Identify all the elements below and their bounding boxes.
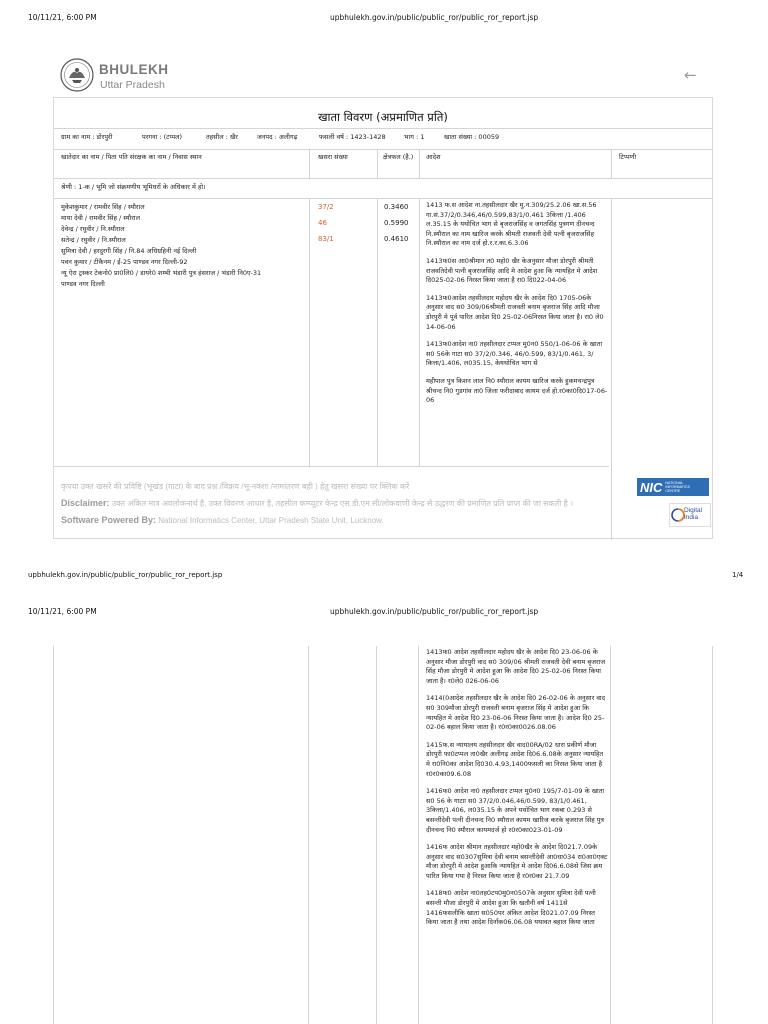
col-owner-header: खातेदार का नाम / पिता पति संरक्षक का नाम / निवास स्थान <box>61 153 202 161</box>
owner-row: सुमित्रा देवी / हरदुरगी सिंह / नि.84 अधिग्रहिनी नई दिल्ली <box>61 247 197 255</box>
brand-subtitle: Uttar Pradesh <box>100 79 165 91</box>
nic-logo-text: NIC <box>640 479 663 495</box>
meta-fasli-year: फसली वर्ष : 1423-1428 <box>319 133 386 141</box>
report-continuation <box>53 646 713 1024</box>
col-order-header: आदेश <box>426 153 441 161</box>
brand-title: BHULEKH <box>99 62 169 77</box>
software-label: Software Powered By: <box>61 515 157 525</box>
owner-row: पाण्डव नगर दिल्ली <box>61 280 105 288</box>
print-datetime-page2: 10/11/21, 6:00 PM <box>28 607 97 616</box>
software-credit <box>61 515 384 525</box>
order-entry: 1416फ0 आदेश ना0 तहसीलदार टप्पल मु0न0 195/7-01-09 के खाता स0 56 के गाटाा स0 37/2/0.046,46/0.599, 83/1/0.461, 3कित्ता/1.406, ल035.15 के अपने यथोचित भाग रकबा 0.293 से बसन्तीदेवी पत्नी दीनचन्द नि0 स्यौराल कायम खारिज करके बृजराज सिंह पुत्र दीनचन्द नि0 स्यौराल कायमदर्ज हो र0र0का023-01-09 <box>426 787 605 834</box>
owner-row: पवन कुमार / टीकैनम / ई-25 पाण्डव नगर दिल्ली-92 <box>61 258 188 266</box>
col-remark-header: टिप्पणी <box>619 153 637 161</box>
orders-list-continued <box>426 648 608 936</box>
order-entry: 1418फ0 आदेश ना0तह0टप0मु0न0507के अनुसार सुमित्रा देवी पत्नी बसन्ती मौजा डोरपुरी मे आदेश हुआ कि खतौनी वर्ष 1411से 1416फसलीकि खाता स050पर अंकित आदेश दि021.07.09 निरस्त किया जाता है तथा आदेश दिनाँक06.06.08 यथावत बहाल किया जाता <box>426 889 596 927</box>
digital-india-line2: India <box>684 514 699 521</box>
back-arrow-icon[interactable]: ← <box>684 66 697 84</box>
meta-tehsil: तहसील : खैर <box>206 133 238 141</box>
order-entry: 1414(0आदेश तहसीलदार खैर के आदेश दि0 26-02-06 के अनुसार वाद स0 309मौजा डोरपुरी राजवती बनाम बृजराज सिंह मे आदेश हुआ कि न्यायहित मे आदेश दि0 23-06-06 निरस्त किया जाता है। आदेश दि0 25-02-06 बहाल किया जाता है। र0र0का0026.08.06 <box>426 694 606 732</box>
order-entry: महीपाल पुत्र किशन लाल नि0 स्यौराल कायम खारिज करके हुकमचन्द्रपुत्र श्रीचन्द नि0 गुडगांव ता0 जिला फरीदाबाद कायम दर्ज हो.र0का0दि017-06-06 <box>426 376 608 405</box>
bhulekh-logo[interactable] <box>60 58 260 98</box>
software-text: National Informatics Center, Uttar Pradesh State Unit, Lucknow. <box>158 516 384 525</box>
disclaimer-label: Disclaimer: <box>61 498 110 508</box>
digital-india-logo <box>669 503 711 527</box>
meta-pargana: परगना : (टप्पल) <box>142 133 183 141</box>
meta-district: जनपद : अलीगढ़ <box>257 133 298 141</box>
nic-logo <box>637 478 709 496</box>
area-value: 0.4610 <box>384 235 409 243</box>
category-text: श्रेणी : 1-क / भूमि जो संक्रमणीय भूमिधरों के अधिकार में हो। <box>61 183 206 191</box>
meta-bhag: भाग : 1 <box>404 133 425 141</box>
order-entry: 1413फ0 आदेश तहसीलदार महोदय खैर के आदेश दि0 23-06-06 के अनुसार मौजा डोरपुरी वाद स0 309/06 श्रीमती राजवती देवी बनाम बृजराज सिंह मौजा डोरपुरी मे आदेश हुआ कि आदेश दि0 25-02-06 निरस्त किया जाता है। र0ले0 026-06-06 <box>426 648 606 685</box>
order-entry: 1413फ0स आ0श्रीमान त0 महो0 खैर केअनुसार मौजा डोरपुरी श्रीमती राजवतिदेवी पत्नी बृजराजसिंह आदि मे आदेश हुआ कि न्यायहित मे आदेश दि025-02-06 निरस्त किया जाता है रा0 दि022-04-06 <box>426 256 598 285</box>
col-khasra-header: खसरा संख्या <box>318 153 348 161</box>
col-area-header: क्षेत्रफल (है.) <box>383 153 414 161</box>
up-emblem-icon <box>60 58 94 92</box>
khasra-link[interactable]: 37/2 <box>318 203 334 211</box>
digital-india-icon <box>671 505 685 525</box>
print-url: upbhulekh.gov.in/public/public_ror/public_ror_report.jsp <box>330 13 539 22</box>
khasra-link[interactable]: 46 <box>318 219 327 227</box>
order-entry: 1415फ.स न्यायालय तहसीलदार खैर वाद00RA/02 धारा प्रकीर्ण मौजा डोरपुरी फा0टप्पल ता0खैर अलीगढ़ आदेश दि06.6.08के अनुसार न्यायहित मे रा0नि0का आदेश दि030.4.93,1400फसली का निरस्त किया जाता है र0र0का09.6.08 <box>426 740 604 778</box>
disclaimer-text: उक्त अंकित मात्र अवलोकनार्थ है, उक्त विवरण आधार है, तहसील कम्प्यूटर केन्द्र एस.डी.एम.सी/लोकवाणी केन्द्र से उद्धरण की प्रमाणित प्रति प्राप्त की जा सकती है । <box>111 499 574 508</box>
print-footer-url: upbhulekh.gov.in/public/public_ror/public_ror_report.jsp <box>28 571 223 579</box>
owner-row: मुकेशकुमार / रामवीर सिंह / स्यौराल <box>61 203 145 211</box>
report-title: खाता विवरण (अप्रमाणित प्रति) <box>318 110 448 124</box>
owner-row: न्यू ऐरा ट्रस्कर टेकनो0 प्रा0लि0 / डायरे0 शम्भी भंडारी पुत्र हंसराज / भंडारी नि0ए-31 <box>61 269 262 277</box>
khasra-link[interactable]: 83/1 <box>318 235 334 243</box>
orders-list <box>426 201 608 414</box>
disclaimer <box>61 498 573 509</box>
owner-row: सतेन्द्र / रघुवीर / नि.स्यौराल <box>61 236 126 244</box>
area-value: 0.5990 <box>384 219 409 227</box>
report-card <box>53 97 713 539</box>
owner-row: माया देवी / रामवीर सिंह / स्यौराल <box>61 214 140 222</box>
digital-india-line1: Digital <box>684 507 703 514</box>
meta-khata-number: खाता संख्या : 00059 <box>444 133 500 141</box>
print-datetime: 10/11/21, 6:00 PM <box>28 13 97 22</box>
order-entry: 1416फ आदेश श्रीमान तहसीलदार महो0खैर के आदेश दि021.7.09के अनुसार वाद स0307सुमित्रा देवी बनाम बसन्तीदेवी आ0धा034 रा0आ0एक्ट मौजा डोरपुरी मे आदेश हुआकि न्यायहित मे आदेश दि06.6.08से जिस क्रम पारित किया गया है निरस्त किया जाता है र0र0का 21.7.09 <box>426 843 608 880</box>
meta-village: ग्राम का नाम : डोरपुरी <box>61 133 113 141</box>
area-value: 0.3460 <box>384 203 409 211</box>
footer-note: कृपया उक्त खसरे की प्रविष्टि (भूखंड (गाटा) के बाद प्रश्न /विक्रय /भू-नक्शा /नामांतरण बही ) हेतु खसरा संख्या पर क्लिक करें <box>61 482 410 491</box>
order-entry: 1413फ0आदेश तहसीलदार महोदय खैर के आदेश दि0 1705-06के अनुसार वाद स0 309/06श्रीमती राजवती बनाम बृजराज सिंह आदि मौजा डोरपुरी मे पूर्व पारित आदेश दि0 25-02-06निरस्त किया जाता है। रा0 ले0 14-06-06 <box>426 293 604 331</box>
order-entry: 1413फ0आदेश ना0 तहसीलदार टप्पल मु0न0 550/1-06-06 के खाता स0 56के गाटा स0 37/2/0.346, 46/0.599, 83/1/0.461, 3/कित्ता/1.406, ल035.15, केयथोचित भाग से <box>426 340 603 368</box>
order-entry: 1413 फ.स आदेश ना.तहसीलदार खैर मु.न.309/25.2.06 खा.स.56 गा.सं.37/2/0.346,46/0.599,83/1/0.461 3कित्ता /1.406 ल.35.15 के यथोचित भाग से बृजराजसिंह व जगतसिंह पुत्रगण दीनचन्द नि.स्यौराल का नाम खारिज करके श्रीमती राजवती देवी पत्नी बृजराजसिंह नि.स्यौराल का नाम दर्ज हो.र.र.का.6.3.06 <box>426 201 597 248</box>
print-page-number: 1/4 <box>732 571 744 579</box>
owners-list <box>61 202 261 290</box>
owner-row: देवेन्द्र / रघुवीर / नि.स्यौराल <box>61 225 125 233</box>
nic-logo-subtext: NATIONAL INFORMATICS CENTRE <box>665 481 690 493</box>
print-url-page2: upbhulekh.gov.in/public/public_ror/public_ror_report.jsp <box>330 607 539 616</box>
